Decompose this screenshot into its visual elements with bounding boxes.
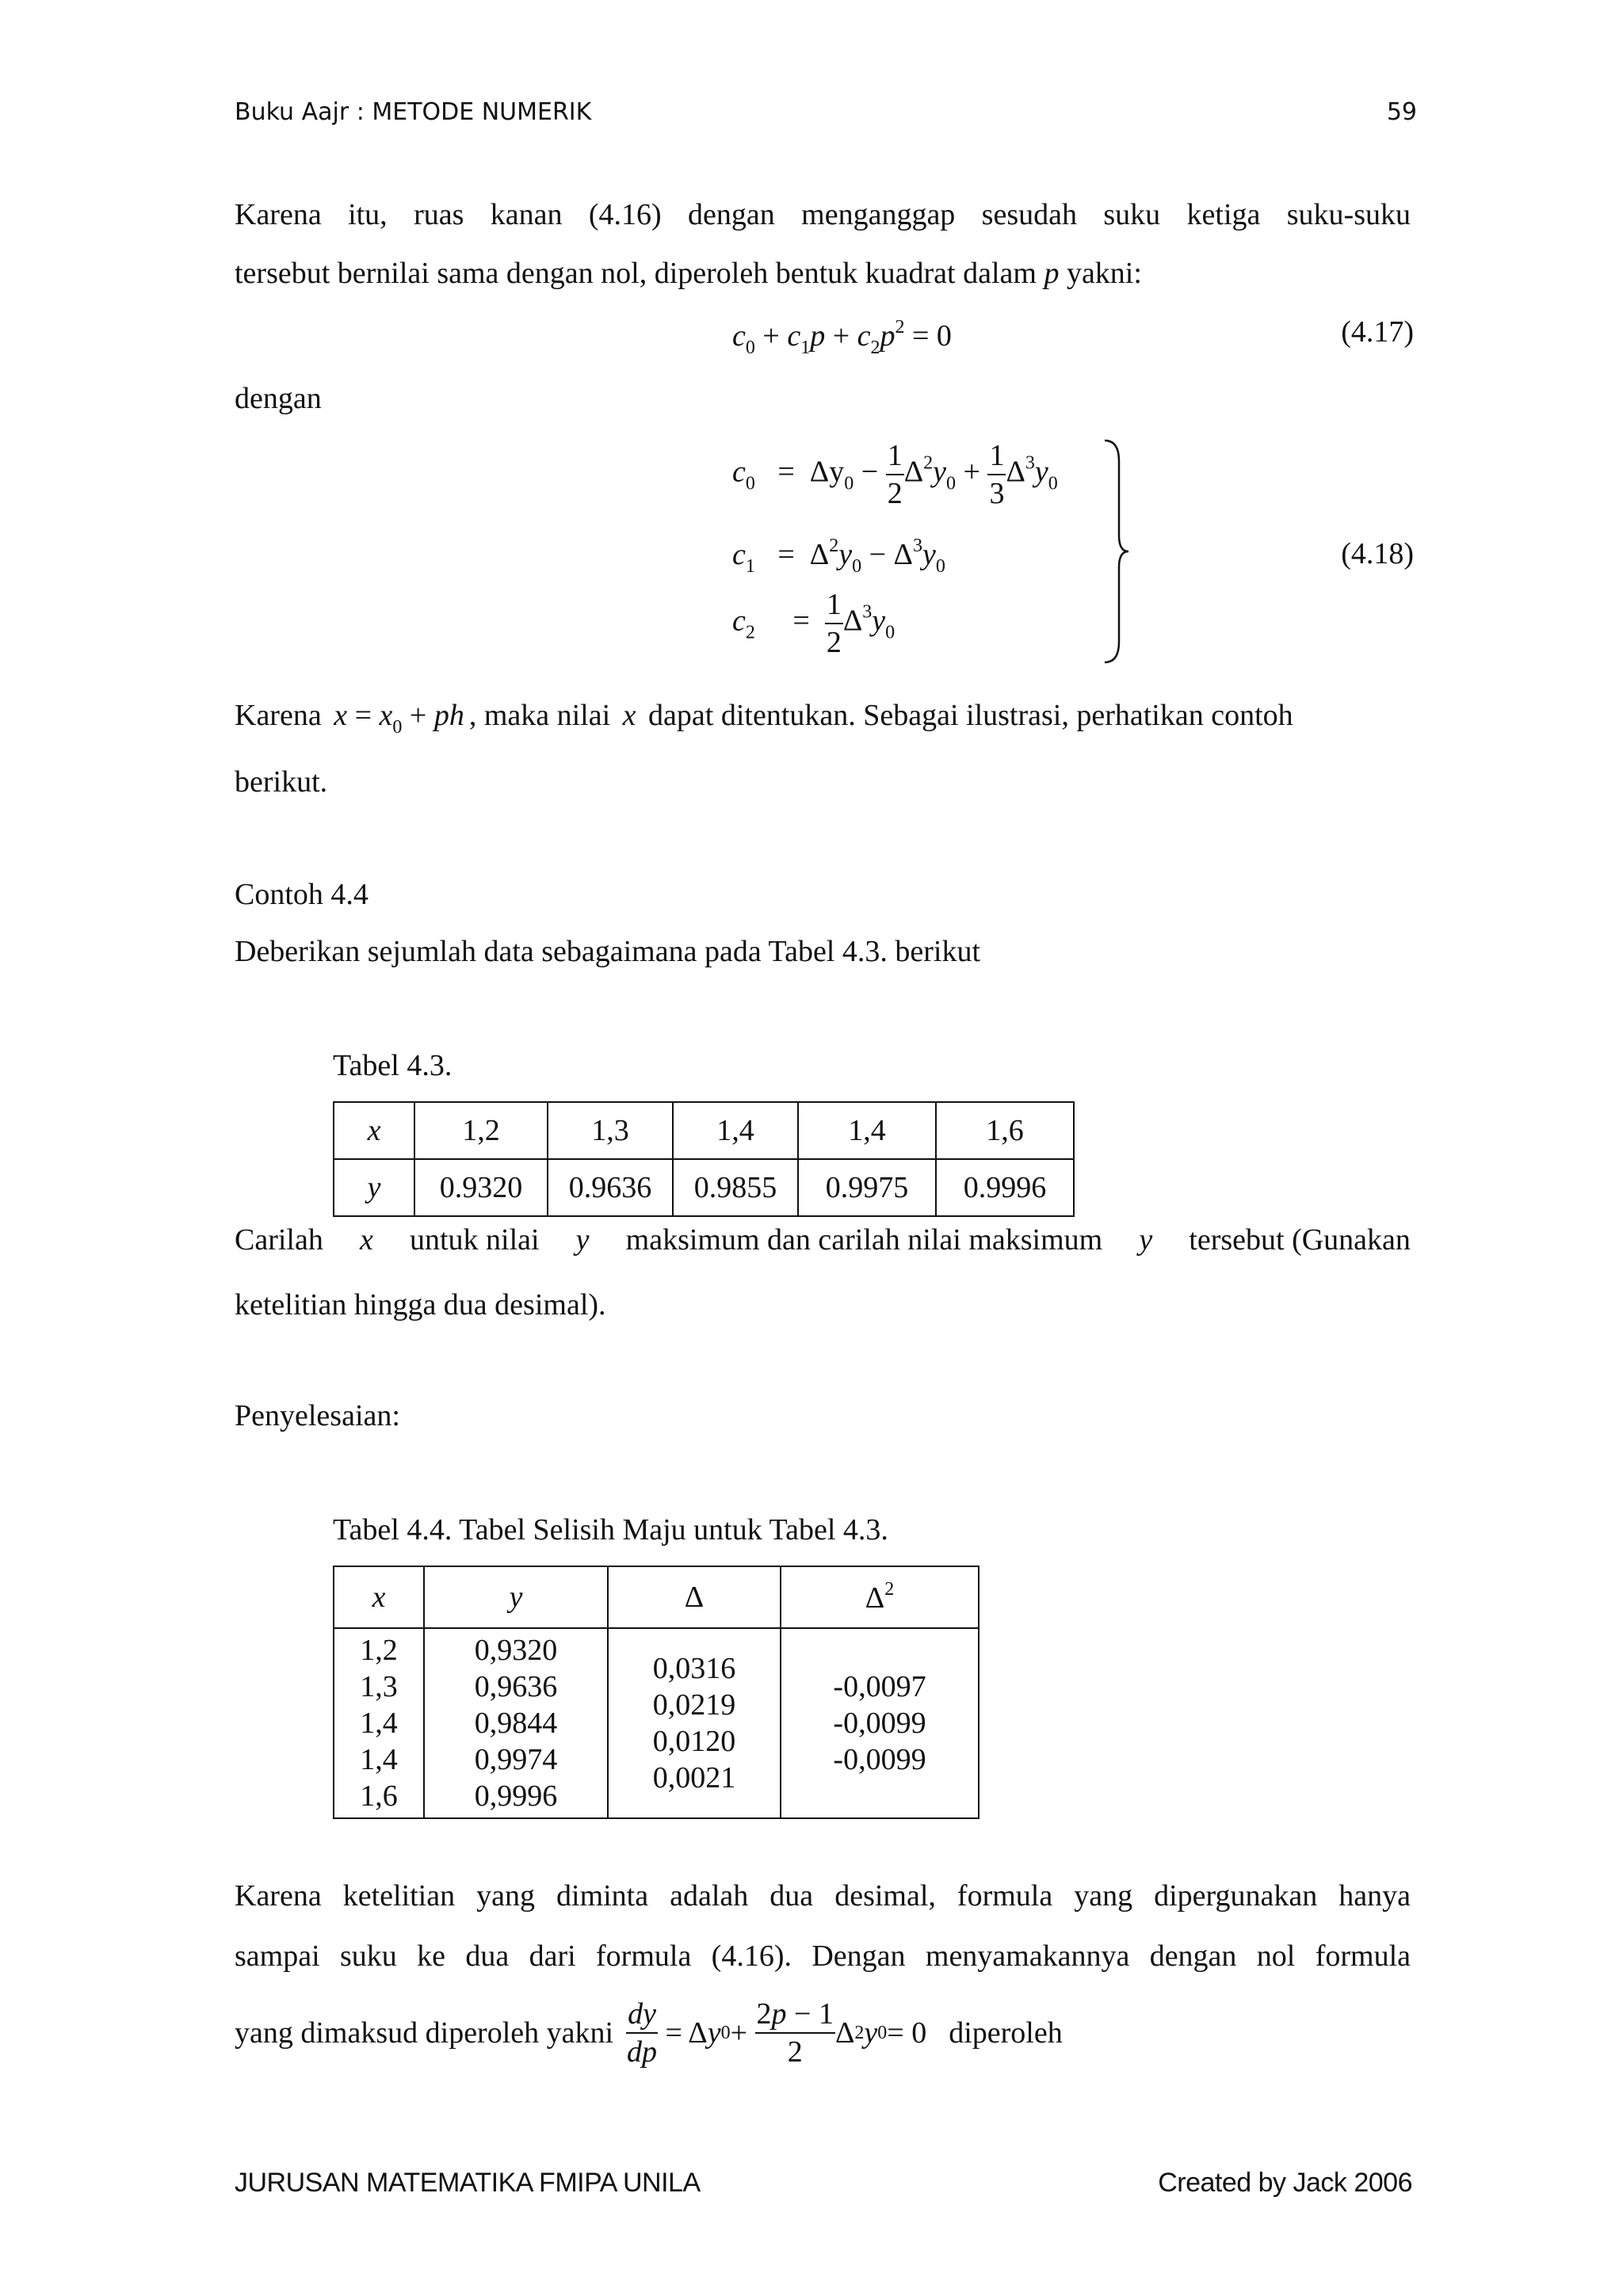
derivative-equation: $\frac{dy}{dp}$ = Δ y 0 + $\frac{2p - 1}{2}$ Δ 2 y 0 = 0 (627, 1997, 927, 2069)
table-4-3 (333, 1101, 1075, 1217)
para3-line2: sampai suku ke dua dari formula (4.16). Dengan menyamakannya dengan nol formula (235, 1939, 1411, 1973)
task-line1: Carilah x untuk nilai y maksimum dan carilah nilai maksimum y tersebut (Gunakan (235, 1223, 1411, 1257)
footer-left: JURUSAN MATEMATIKA FMIPA UNILA (235, 2168, 701, 2198)
example-intro: Deberikan sejumlah data sebagaimana pada Tabel 4.3. berikut (235, 935, 981, 968)
right-brace-icon (1102, 437, 1133, 666)
table-row: y 0.9320 0.9636 0.9855 0.9975 0.9996 (334, 1159, 1074, 1216)
equation-number-4-17: (4.17) (1341, 315, 1414, 349)
para2-line1: Karena $x = x_0$ + ph , maka nilai x dapat ditentukan. Sebagai ilustrasi, perhatikan contoh (235, 699, 1293, 738)
para1-line2: tersebut bernilai sama dengan nol, diperoleh bentuk kuadrat dalam p yakni: (235, 257, 1142, 290)
para3-line3: yang dimaksud diperoleh yakni $\frac{dy}{dp}$ = Δ y 0 + $\frac{2p - 1}{2}$ Δ 2 y 0 = 0 diperoleh (235, 1997, 1063, 2069)
table1-caption: Tabel 4.3. (333, 1049, 453, 1082)
equation-c0: $c_0 = \Delta y_0$ − $\frac{1}{2}$ $\Delta^2y_0$ + $\frac{1}{3}$ $\Delta^3y_0$ (732, 439, 1058, 510)
table-row: x y Δ $\Delta^2$ (334, 1566, 979, 1628)
solution-label: Penyelesaian: (235, 1399, 400, 1432)
para2-line2: berikut. (235, 765, 328, 799)
equation-c2: $c_2$ = $\frac{1}{2}$ $\Delta^3y_0$ (732, 588, 896, 659)
table-4-4 (333, 1566, 980, 1819)
equation-number-4-18: (4.18) (1341, 537, 1414, 570)
para1-line1: Karena itu, ruas kanan (4.16) dengan menganggap sesudah suku ketiga suku-suku (235, 198, 1411, 231)
page-number: 59 (1386, 98, 1417, 126)
equation-4-17: $c_0 + c_1p + c_2p^2 = 0$ (732, 317, 952, 358)
equation-c1: $c_1 = \Delta^2y_0 - \Delta^3y_0$ (732, 536, 945, 577)
dengan-label: dengan (235, 382, 322, 415)
table-row: x 1,2 1,3 1,4 1,4 1,6 (334, 1102, 1074, 1159)
para3-line1: Karena ketelitian yang diminta adalah dua desimal, formula yang dipergunakan hanya (235, 1879, 1411, 1913)
table2-caption: Tabel 4.4. Tabel Selisih Maju untuk Tabel 4.3. (333, 1513, 888, 1547)
example-title: Contoh 4.4 (235, 878, 369, 911)
table-row: 1,2 1,3 1,4 1,4 1,6 0,9320 0,9636 0,9844 0,9974 0,9996 0,0316 0,0219 0,0120 0,0021 -0,0097 -0,0099 -0,0099 (334, 1628, 979, 1818)
footer-right: Created by Jack 2006 (1158, 2168, 1412, 2198)
task-line2: ketelitian hingga dua desimal). (235, 1288, 606, 1322)
running-header: Buku Aajr : METODE NUMERIK (235, 98, 592, 126)
